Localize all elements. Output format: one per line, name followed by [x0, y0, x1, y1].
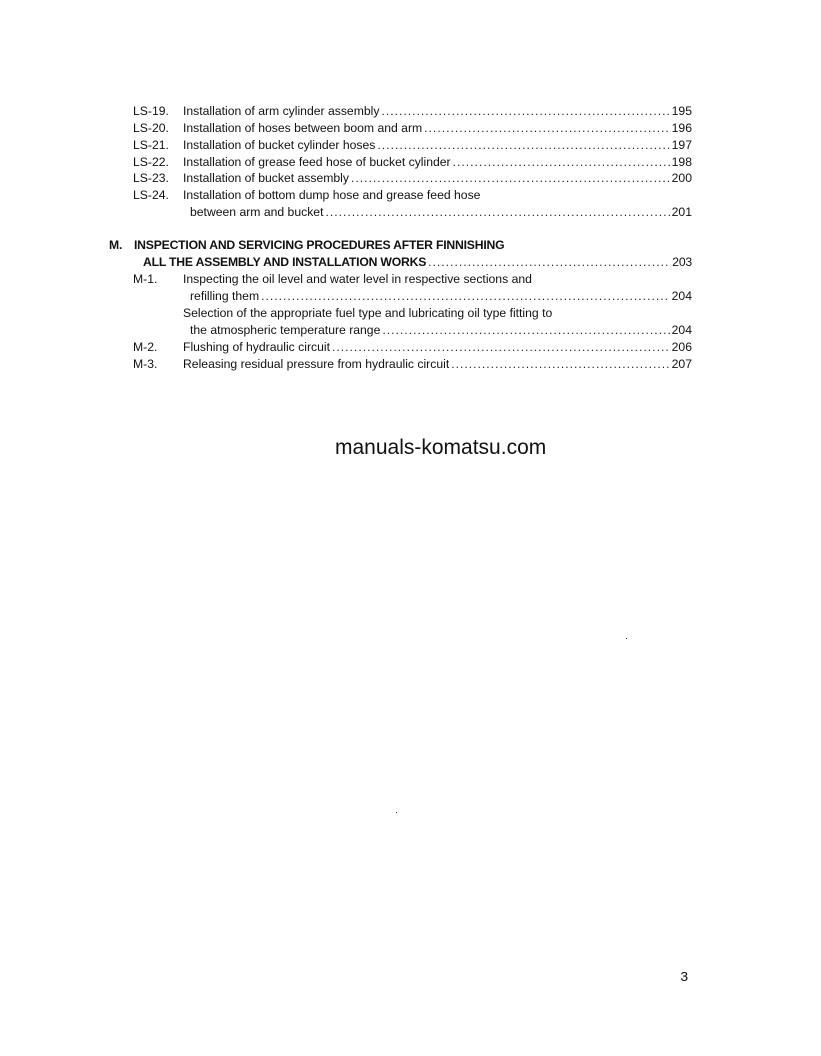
toc-entry-continuation [0, 322, 821, 339]
entry-page: 197 [671, 138, 692, 152]
entry-page: 196 [671, 121, 692, 135]
entry-title-line2: refilling them [190, 289, 260, 303]
entry-title: Installation of arm cylinder assembly [183, 104, 380, 118]
toc-entry [0, 356, 821, 373]
entry-title-line1: Inspecting the oil level and water level in respective sections and [183, 272, 532, 286]
entry-title: Releasing residual pressure from hydraulic circuit [183, 357, 450, 371]
entry-code: LS-23. [133, 171, 169, 185]
toc-entry [0, 120, 821, 137]
section-letter: M. [109, 238, 123, 252]
entry-title-line2: between arm and bucket [190, 205, 324, 219]
entry-page: 200 [671, 171, 692, 185]
entry-title-line1: Selection of the appropriate fuel type and lubricating oil type fitting to [183, 306, 553, 320]
entry-page: 201 [671, 205, 692, 219]
dot-leader [453, 154, 670, 171]
entry-code: LS-21. [133, 138, 169, 152]
section-title-line1: INSPECTION AND SERVICING PROCEDURES AFTER FINNISHING [134, 238, 505, 252]
entry-title: Installation of hoses between boom and arm [183, 121, 423, 135]
entry-title: Installation of bucket cylinder hoses [183, 138, 376, 152]
entry-page: 198 [671, 155, 692, 169]
entry-title: Flushing of hydraulic circuit [183, 340, 330, 354]
entry-code: LS-22. [133, 155, 169, 169]
entry-title: Installation of grease feed hose of bucket cylinder [183, 155, 451, 169]
scan-speck [396, 812, 397, 813]
toc-entry [0, 271, 821, 288]
entry-title-line1: Installation of bottom dump hose and grease feed hose [183, 188, 481, 202]
toc-entry [0, 187, 821, 204]
toc-entry [0, 170, 821, 187]
entry-page: 207 [671, 357, 692, 371]
entry-code: M-2. [133, 340, 158, 354]
scan-speck [626, 638, 627, 639]
entry-code: LS-19. [133, 104, 169, 118]
entry-code: LS-20. [133, 121, 169, 135]
entry-title: Installation of bucket assembly [183, 171, 349, 185]
dot-leader [351, 170, 670, 187]
dot-leader [382, 322, 669, 339]
dot-leader [377, 137, 669, 154]
entry-code: M-3. [133, 357, 158, 371]
toc-entry [0, 339, 821, 356]
entry-page: 204 [671, 323, 692, 337]
toc-entry [0, 154, 821, 171]
dot-leader [428, 254, 670, 271]
page-number: 3 [680, 970, 689, 986]
toc-entry [0, 137, 821, 154]
watermark-text: manuals-komatsu.com [335, 436, 547, 459]
dot-leader [451, 356, 669, 373]
dot-leader [381, 103, 669, 120]
section-heading-continuation [0, 254, 821, 271]
toc-entry [0, 305, 821, 322]
dot-leader [424, 120, 670, 137]
dot-leader [332, 339, 670, 356]
section-page: 203 [672, 255, 692, 269]
dot-leader [261, 288, 670, 305]
dot-leader [325, 204, 669, 221]
toc-entry-continuation [0, 204, 821, 221]
entry-page: 204 [671, 289, 692, 303]
section-title-line2: ALL THE ASSEMBLY AND INSTALLATION WORKS [143, 255, 427, 269]
entry-title-line2: the atmospheric temperature range [190, 323, 381, 337]
section-heading [0, 237, 821, 254]
entry-code: LS-24. [133, 188, 169, 202]
entry-code: M-1. [133, 272, 158, 286]
entry-page: 206 [671, 340, 692, 354]
toc-entry-continuation [0, 288, 821, 305]
toc-entry [0, 103, 821, 120]
entry-page: 195 [671, 104, 692, 118]
